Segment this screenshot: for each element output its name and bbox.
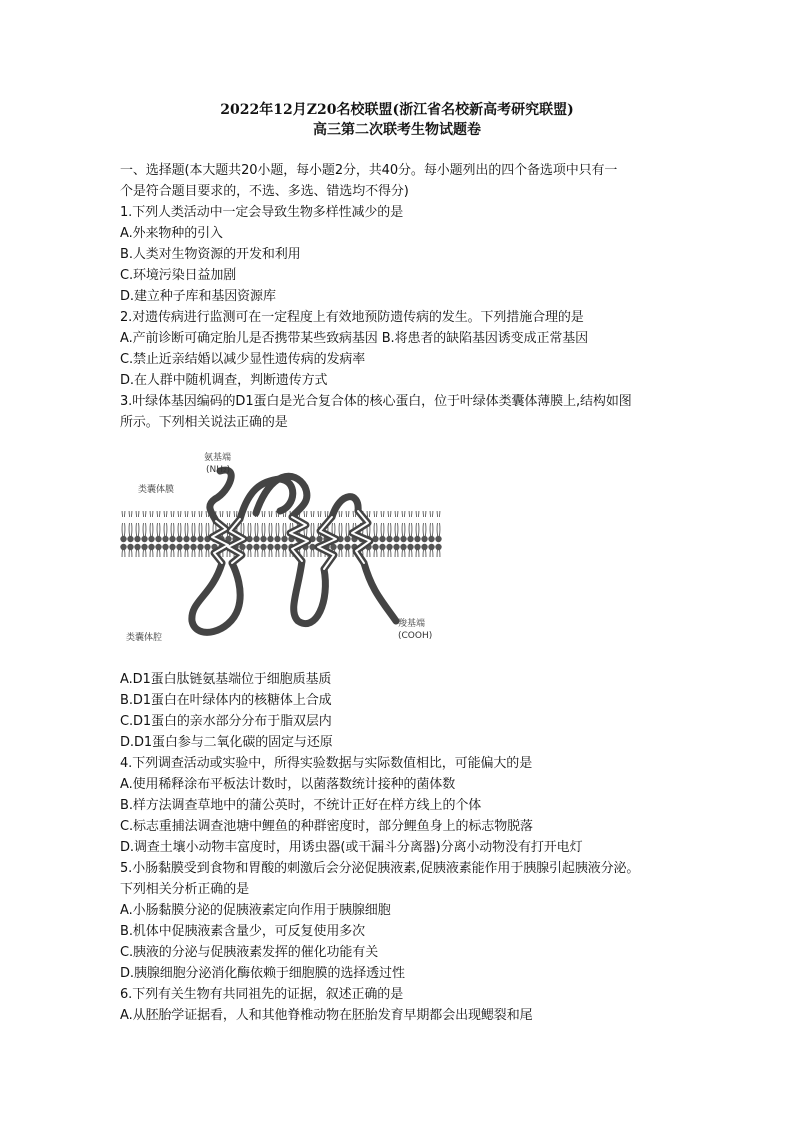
- thylakoid-membrane-label: 类囊体膜: [138, 485, 175, 495]
- option: D.在人群中随机调查，判断遗传方式: [120, 373, 328, 388]
- d1-protein-figure: [120, 451, 450, 659]
- exam-title: 2022年12月Z20名校联盟(浙江省名校新高考研究联盟): [220, 102, 574, 118]
- option: A.从胚胎学证据看，人和其他脊椎动物在胚胎发育早期都会出现鳃裂和尾: [120, 1008, 533, 1023]
- exam-content: [120, 160, 680, 1026]
- section-intro: 个是符合题目要求的，不选、多选、错选均不得分): [120, 184, 409, 199]
- lipid-bilayer: [120, 511, 442, 557]
- carboxyl-end-formula: (COOH): [398, 631, 433, 641]
- amino-end-formula: (NH₂): [206, 465, 231, 475]
- question-stem: 2.对遗传病进行监测可在一定程度上有效地预防遗传病的发生。下列措施合理的是: [120, 310, 584, 325]
- amino-end-label: 氨基端: [204, 453, 232, 463]
- option: D.建立种子库和基因资源库: [120, 289, 276, 304]
- question-stem: 4.下列调查活动或实验中，所得实验数据与实际数值相比，可能偏大的是: [120, 756, 533, 771]
- thylakoid-lumen-label: 类囊体腔: [126, 633, 163, 643]
- exam-subtitle: 高三第二次联考生物试题卷: [313, 122, 481, 138]
- option: A.小肠黏膜分泌的促胰液素定向作用于胰腺细胞: [120, 903, 391, 918]
- option: B.D1蛋白在叶绿体内的核糖体上合成: [120, 693, 332, 708]
- option: A.产前诊断可确定胎儿是否携带某些致病基因 B.将患者的缺陷基因诱变成正常基因: [120, 331, 589, 346]
- option: B.人类对生物资源的开发和利用: [120, 247, 301, 262]
- question-stem: 1.下列人类活动中一定会导致生物多样性减少的是: [120, 205, 404, 220]
- option: D.调查土壤小动物丰富度时，用诱虫器(或干漏斗分离器)分离小动物没有打开电灯: [120, 840, 583, 855]
- section-intro: 一、选择题(本大题共20小题，每小题2分，共40分。每小题列出的四个备选项中只有一: [120, 163, 618, 178]
- option: A.D1蛋白肽链氨基端位于细胞质基质: [120, 672, 332, 687]
- question-stem: 所示。下列相关说法正确的是: [120, 415, 288, 430]
- question-stem: 6.下列有关生物有共同祖先的证据，叙述正确的是: [120, 987, 404, 1002]
- question-stem: 5.小肠黏膜受到食物和胃酸的刺激后会分泌促胰液素,促胰液素能作用于胰腺引起胰液分泌。: [120, 861, 640, 876]
- option: C.标志重捕法调查池塘中鲤鱼的种群密度时，部分鲤鱼身上的标志物脱落: [120, 819, 533, 834]
- option: D.D1蛋白参与二氧化碳的固定与还原: [120, 735, 333, 750]
- question-stem: 下列相关分析正确的是: [120, 882, 250, 897]
- option: C.胰液的分泌与促胰液素发挥的催化功能有关: [120, 945, 379, 960]
- option: C.环境污染日益加剧: [120, 268, 237, 283]
- carboxyl-end-label: 羧基端: [398, 619, 426, 629]
- option: B.机体中促胰液素含量少，可反复使用多次: [120, 924, 366, 939]
- option: C.禁止近亲结婚以减少显性遗传病的发病率: [120, 352, 366, 367]
- option: D.胰腺细胞分泌消化酶依赖于细胞膜的选择透过性: [120, 966, 405, 981]
- option: A.外来物种的引入: [120, 226, 223, 241]
- question-stem: 3.叶绿体基因编码的D1蛋白是光合复合体的核心蛋白，位于叶绿体类囊体薄膜上,结构如图: [120, 394, 632, 409]
- option: C.D1蛋白的亲水部分分布于脂双层内: [120, 714, 332, 729]
- option: B.样方法调查草地中的蒲公英时，不统计正好在样方线上的个体: [120, 798, 482, 813]
- option: A.使用稀释涂布平板法计数时，以菌落数统计接种的菌体数: [120, 777, 456, 792]
